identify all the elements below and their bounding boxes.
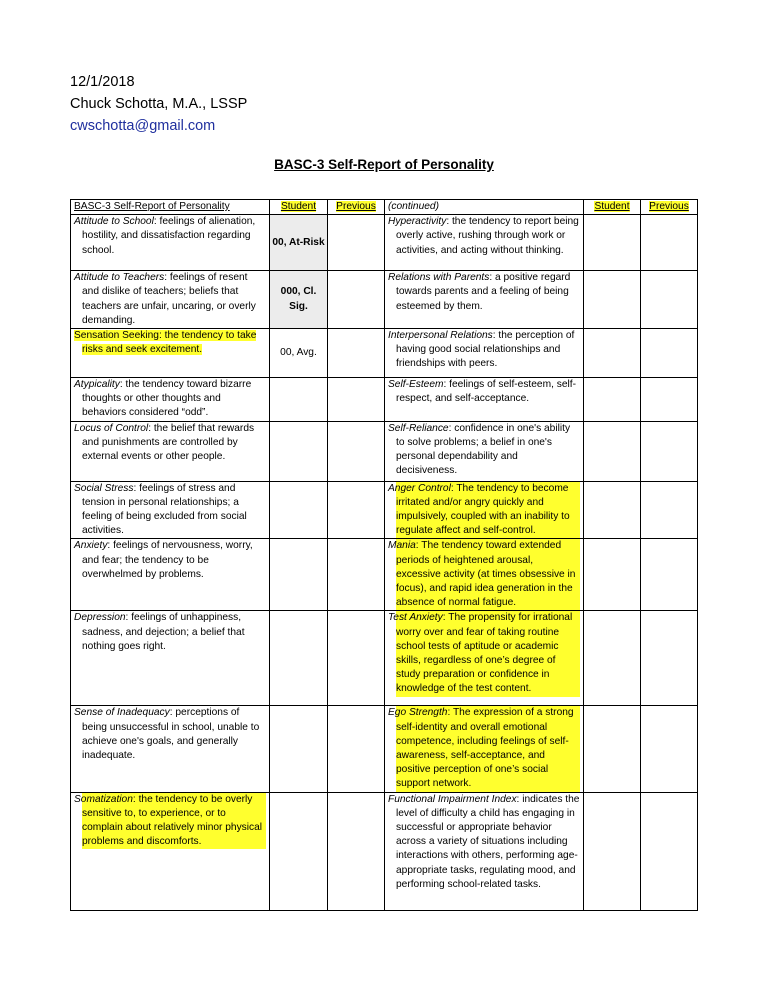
right-scale-cell xyxy=(385,378,584,422)
left-scale-cell xyxy=(71,706,270,792)
right-student-score-cell xyxy=(584,539,641,611)
left-previous-score-cell xyxy=(328,271,385,329)
right-student-score-cell xyxy=(584,329,641,378)
left-scale-cell xyxy=(71,271,270,329)
right-previous-score-cell xyxy=(641,706,698,792)
scale-description-block xyxy=(388,794,579,890)
left-previous-score-cell xyxy=(328,329,385,378)
scale-description-block xyxy=(74,540,253,579)
student-col-label: Student xyxy=(594,201,630,212)
scale-definition: : The tendency toward extended periods of heightened arousal, excessive activity (at times obsessive in focus), and rapid idea generation in the absence of normal fatigue. xyxy=(396,540,576,609)
table-row xyxy=(71,215,698,271)
left-student-score-cell xyxy=(270,481,328,539)
right-student-score-cell xyxy=(584,792,641,910)
right-header-cell xyxy=(385,200,584,215)
scale-name: Depression xyxy=(74,612,126,624)
scale-description-block xyxy=(74,216,255,255)
left-student-score-cell xyxy=(270,421,328,481)
scale-description-block xyxy=(388,330,574,369)
table-header-row xyxy=(71,200,698,215)
scale-definition: : the tendency toward bizarre thoughts or other thoughts and behaviors considered “odd”. xyxy=(82,379,252,419)
left-student-score-cell xyxy=(270,329,328,378)
right-previous-score-cell xyxy=(641,215,698,271)
right-previous-score-cell xyxy=(641,792,698,910)
scale-definition: : feelings of nervousness, worry, and fear; the tendency to be overwhelmed by problems. xyxy=(82,540,253,580)
left-scale-cell xyxy=(71,611,270,706)
student-header-left xyxy=(270,200,328,215)
scale-definition: : feelings of stress and tension in personal relationships; a feeling of being excluded from social activities. xyxy=(82,482,247,537)
scale-description-block xyxy=(388,272,570,311)
left-student-score-cell xyxy=(270,215,328,271)
scale-description-block xyxy=(74,379,251,418)
left-previous-score-cell xyxy=(328,378,385,422)
right-previous-score-cell xyxy=(641,611,698,706)
scale-definition: : confidence in one's ability to solve problems; a belief in one's personal dependability and decisiveness. xyxy=(396,422,571,477)
scale-definition: : feelings of self-esteem, self-respect, and self-acceptance. xyxy=(396,379,576,405)
scale-name: Social Stress xyxy=(74,482,134,494)
page-title: BASC-3 Self-Report of Personality xyxy=(274,157,494,172)
right-previous-score-cell xyxy=(641,271,698,329)
student-header-right xyxy=(584,200,641,215)
left-scale-cell xyxy=(71,421,270,481)
scale-name: Hyperactivity xyxy=(388,216,447,228)
scale-description-block xyxy=(74,707,259,761)
right-student-score-cell xyxy=(584,481,641,539)
right-previous-score-cell xyxy=(641,481,698,539)
right-previous-score-cell xyxy=(641,421,698,481)
table-row xyxy=(71,611,698,706)
scale-name: Ego Strength xyxy=(388,707,448,719)
left-scale-cell xyxy=(71,481,270,539)
author-email-link[interactable]: cwschotta@gmail.com xyxy=(70,118,216,134)
right-scale-cell xyxy=(385,706,584,792)
table-row xyxy=(71,792,698,910)
scale-definition: : feelings of unhappiness, sadness, and dejection; a belief that nothing goes right. xyxy=(82,612,245,652)
scale-name: Mania xyxy=(388,540,416,552)
basc-results-table xyxy=(70,199,698,911)
scale-definition: : the belief that rewards and punishments are controlled by external events or other people. xyxy=(82,422,255,463)
scale-description-block xyxy=(74,423,254,462)
scale-definition: : The expression of a strong self-identity and overall emotional competence, including feelings of self-awareness, self-acceptance, and positive perception of one’s social support network. xyxy=(396,707,574,790)
left-previous-score-cell xyxy=(328,481,385,539)
right-previous-score-cell xyxy=(641,378,698,422)
scale-definition: : The tendency to become irritated and/or angry quickly and impulsively, coupled with an inability to regulate affect and self-control. xyxy=(396,482,570,537)
left-previous-score-cell xyxy=(328,706,385,792)
scale-definition: : perceptions of being unsuccessful in school, unable to achieve one's goals, and generally inadequate. xyxy=(82,707,260,762)
scale-description-block xyxy=(74,612,245,651)
left-header-cell xyxy=(71,200,270,215)
student-score: 000, Cl. Sig. xyxy=(280,286,317,312)
right-student-score-cell xyxy=(584,611,641,706)
right-scale-cell xyxy=(385,481,584,539)
right-scale-cell xyxy=(385,271,584,329)
scale-name: Anger Control xyxy=(388,482,451,494)
left-student-score-cell xyxy=(270,706,328,792)
scale-name: Relations with Parents xyxy=(388,272,490,284)
table-row xyxy=(71,421,698,481)
left-scale-cell xyxy=(71,215,270,271)
right-student-score-cell xyxy=(584,706,641,792)
scale-name: Self-Esteem xyxy=(388,379,444,391)
scale-definition: : feelings of resent and dislike of teachers; beliefs that teachers are unfair, uncaring, or overly demanding. xyxy=(82,272,256,326)
scale-definition: : the perception of having good social relationships and friendships with peers. xyxy=(396,330,575,370)
left-student-score-cell xyxy=(270,611,328,706)
student-score: 00, Avg. xyxy=(280,346,317,358)
scale-description-block xyxy=(388,423,570,477)
table-row xyxy=(71,539,698,611)
left-previous-score-cell xyxy=(328,421,385,481)
right-scale-cell xyxy=(385,421,584,481)
scale-name: Somatization xyxy=(74,793,133,805)
scale-description-block xyxy=(388,216,579,255)
scale-description-block xyxy=(74,483,247,537)
left-student-score-cell xyxy=(270,378,328,422)
previous-col-label: Previous xyxy=(336,201,376,212)
scale-description-block xyxy=(388,482,580,539)
scale-definition: : indicates the level of difficulty a child has engaging in successful or appropriate behavior across a variety of situations including interactions with others, performing age-appropriate tasks, regulating mood, and performing school-related tasks. xyxy=(396,793,580,890)
left-previous-score-cell xyxy=(328,611,385,706)
right-scale-cell xyxy=(385,215,584,271)
previous-header-right xyxy=(641,200,698,215)
scale-definition: : feelings of alienation, hostility, and dissatisfaction regarding school. xyxy=(82,216,256,256)
scale-definition: : the tendency to be overly sensitive to, to experience, or to complain about relatively minor physical problems and discomforts. xyxy=(82,793,263,848)
left-student-score-cell xyxy=(270,271,328,329)
scale-definition: : the tendency to report being overly active, rushing through work or activities, and acting without thinking. xyxy=(396,216,579,256)
left-scale-cell xyxy=(71,792,270,910)
left-student-score-cell xyxy=(270,792,328,910)
right-previous-score-cell xyxy=(641,539,698,611)
scale-name: Atypicality xyxy=(74,379,120,391)
continued-label: (continued) xyxy=(388,201,439,212)
left-previous-score-cell xyxy=(328,792,385,910)
previous-header-left xyxy=(328,200,385,215)
left-scale-cell xyxy=(71,378,270,422)
student-score: 00, At-Risk xyxy=(272,236,325,248)
right-student-score-cell xyxy=(584,271,641,329)
right-scale-cell xyxy=(385,539,584,611)
scale-definition: : a positive regard towards parents and a feeling of being esteemed by them. xyxy=(396,272,571,312)
left-previous-score-cell xyxy=(328,539,385,611)
left-header-label: BASC-3 Self-Report of Personality xyxy=(74,201,230,212)
scale-name: Interpersonal Relations xyxy=(388,330,493,342)
author-name: Chuck Schotta, M.A., LSSP xyxy=(70,96,248,112)
right-previous-score-cell xyxy=(641,329,698,378)
left-previous-score-cell xyxy=(328,215,385,271)
right-scale-cell xyxy=(385,611,584,706)
scale-description-block xyxy=(388,379,576,404)
table-row xyxy=(71,481,698,539)
student-col-label: Student xyxy=(280,201,317,212)
right-scale-cell xyxy=(385,792,584,910)
report-date: 12/1/2018 xyxy=(70,74,135,90)
scale-name: Attitude to School xyxy=(74,216,154,228)
previous-col-label: Previous xyxy=(649,201,689,212)
scale-description-block xyxy=(388,706,580,791)
table-row xyxy=(71,271,698,329)
right-student-score-cell xyxy=(584,378,641,422)
table-row xyxy=(71,706,698,792)
scale-name: Test Anxiety xyxy=(388,612,443,624)
scale-name: Attitude to Teachers xyxy=(74,272,165,284)
right-student-score-cell xyxy=(584,215,641,271)
left-scale-cell xyxy=(71,539,270,611)
scale-description-block xyxy=(74,793,266,850)
left-student-score-cell xyxy=(270,539,328,611)
left-scale-cell xyxy=(71,329,270,378)
right-scale-cell xyxy=(385,329,584,378)
scale-description: Sensation Seeking: the tendency to take risks and seek excitement. xyxy=(74,330,257,356)
scale-name: Self-Reliance xyxy=(388,422,449,434)
scale-description-block xyxy=(388,611,580,696)
scale-description-block xyxy=(388,539,580,610)
scale-name: Sense of Inadequacy xyxy=(74,707,170,719)
table-row xyxy=(71,329,698,378)
scale-name: Functional Impairment Index xyxy=(388,793,517,805)
scale-name: Anxiety xyxy=(74,540,108,552)
scale-description-block xyxy=(74,272,256,326)
scale-definition: : The propensity for irrational worry over and fear of taking routine school tests of aptitude or academic skills, regardless of one’s degree of study preparation or confidence in knowledge of the test content. xyxy=(396,612,573,695)
table-row xyxy=(71,378,698,422)
scale-name: Locus of Control xyxy=(74,422,149,434)
right-student-score-cell xyxy=(584,421,641,481)
